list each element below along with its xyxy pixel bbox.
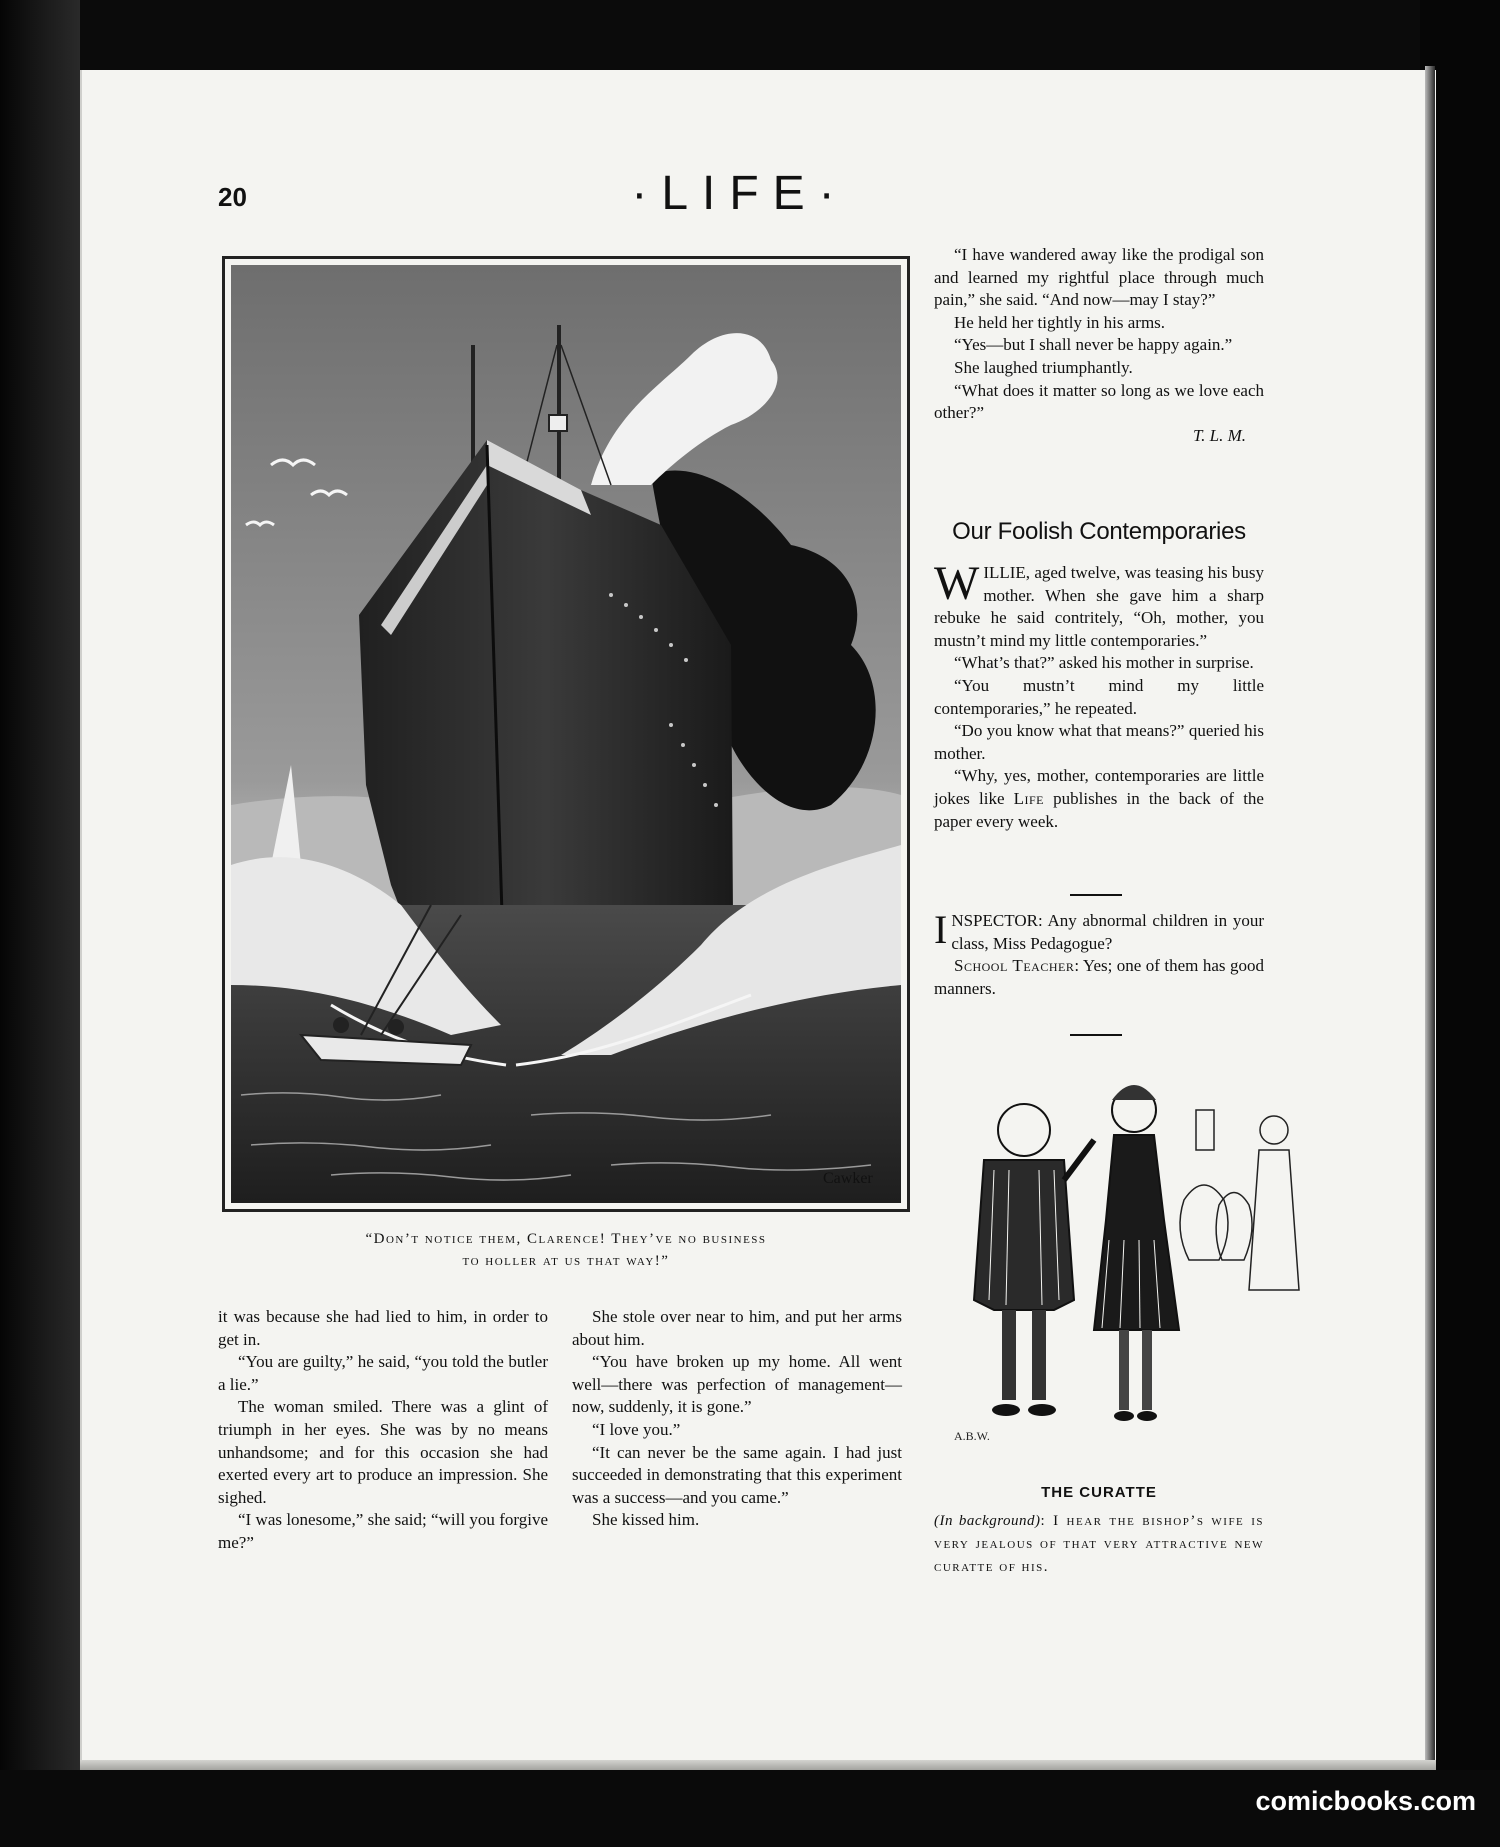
svg-text:Cawker: Cawker [823,1170,873,1187]
masthead-title: ·LIFE· [631,167,849,220]
illustration-caption [222,1228,910,1272]
first-paragraph-text: ILLIE, aged twelve, was teasing his busy mother. When she gave him a sharp rebuke he said contritely, “Oh, mother, you mustn’t mind my little contemporaries.” [934,563,1264,650]
inspector-joke [934,907,1264,1000]
story-paragraph: “It can never be the same again. I had just succeeded in demonstrating that this experiment was a success—and you came.” [572,1442,902,1507]
teacher-speaker: School Teacher [954,956,1075,976]
story-signature: T. L. M. [1192,425,1246,445]
story-paragraph: She stole over near to him, and put her arms about him. [572,1307,902,1349]
contemporaries-paragraph: “Do you know what that means?” queried his mother. [934,721,1264,763]
story-paragraph: She kissed him. [592,1510,700,1530]
story-paragraph: The woman smiled. There was a glint of triumph in her eyes. She was by no means unhandsome; and for this occasion she had exerted every art to produce an impression. She sighed. [218,1397,548,1507]
story-paragraph: “What does it matter so long as we love each other?” [934,380,1264,423]
cartoon-caption [934,1510,1264,1579]
watermark: comicbooks.com [1255,1786,1476,1816]
inspector-line: INSPECTOR: Any abnormal children in your class, Miss Pedagogue? [934,907,1264,953]
section-divider [1070,1034,1122,1036]
drop-cap: W [934,557,980,610]
section-heading: Our Foolish Contemporaries [952,518,1246,545]
contemporaries-paragraph: “You mustn’t mind my little contemporaries,” he repeated. [934,675,1264,718]
caption-line-2: to holler at us that way!” [462,1253,670,1269]
page-spine [1425,66,1435,1770]
caption-line-1: “Don’t notice them, Clarence! They’ve no business [365,1231,767,1247]
inspector-speaker: NSPECTOR [951,911,1038,930]
teacher-line: School Teacher: Yes; one of them has good manners. [934,956,1264,998]
cartoon-title: THE CURATTE [1041,1484,1157,1501]
contemporaries-first-paragraph [934,557,1264,652]
story-paragraph: “I love you.” [592,1419,681,1439]
caption-text: : I hear the bishop’s wife is very jealous of that very attractive new curatte of his. [934,1513,1264,1575]
story-paragraph: “Yes—but I shall never be happy again.” [954,335,1233,355]
stage-direction: (In background) [934,1513,1041,1529]
life-magazine-name: Life [1013,788,1045,808]
contemporaries-paragraph: “Why, yes, mother, contemporaries are little jokes like Life publishes in the back of the paper every week. [934,766,1264,831]
story-paragraph: “You are guilty,” he said, “you told the butler a lie.” [218,1352,548,1394]
story-column-left [218,1306,548,1555]
story-paragraph: it was because she had lied to him, in order to get in. [218,1307,548,1349]
section-divider [1070,894,1122,896]
contemporaries-text [934,557,1264,833]
story-paragraph: He held her tightly in his arms. [954,312,1166,332]
story-column-middle [572,1306,902,1532]
story-paragraph: “I was lonesome,” she said; “will you forgive me?” [218,1510,548,1552]
story-paragraph: “I have wandered away like the prodigal son and learned my rightful place through much pain,” she said. “And now—may I stay?” [934,245,1264,310]
scan-border-left [0,0,80,1847]
contemporaries-paragraph: “What’s that?” asked his mother in surprise. [954,653,1254,673]
ship-illustration [222,256,910,1212]
story-paragraph: She laughed triumphantly. [954,357,1133,377]
curatte-cartoon [934,1080,1334,1456]
svg-text:A.B.W.: A.B.W. [954,1429,990,1443]
ship-drawing [231,265,901,1203]
page-number: 20 [218,182,247,212]
story-column-right [934,244,1264,447]
drop-cap: I [934,907,948,952]
story-paragraph: “You have broken up my home. All went well—there was perfection of management—now, suddenly, it is gone.” [572,1352,902,1417]
